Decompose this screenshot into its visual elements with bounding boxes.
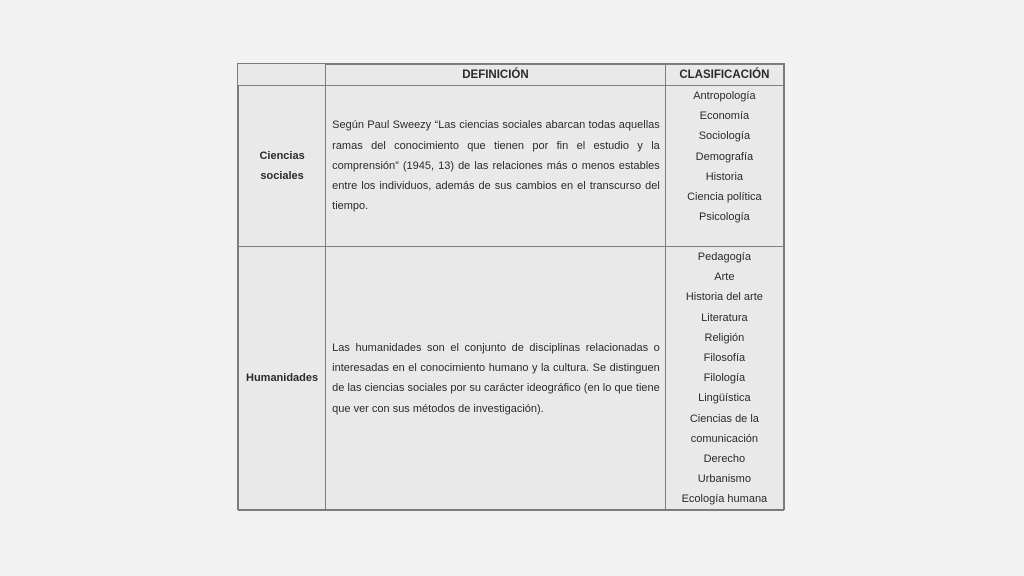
classification-item: Demografía (695, 150, 754, 163)
header-clasificacion: CLASIFICACIÓN (665, 65, 783, 86)
classification-item: Psicología (699, 211, 750, 224)
classification-cell (665, 247, 783, 511)
classification-item: Arte (714, 271, 735, 284)
classification-item: Pedagogía (697, 251, 751, 263)
definition-text: Según Paul Sweezy “Las ciencias sociales abarcan todas aquellas ramas del conocimiento que tienen por fin el estudio y la comprensión” (1945, 13) de las relaciones más o menos estables entre los individuos, además de sus cambios en el transcurso del tiempo. (332, 119, 660, 213)
classification-item: Sociología (698, 130, 751, 143)
table-row-ciencias-sociales (239, 86, 784, 247)
classification-item: Urbanismo (697, 473, 751, 486)
classification-item: Filosofía (703, 352, 746, 365)
disciplines-table (238, 64, 784, 511)
definition-text: Las humanidades son el conjunto de disciplinas relacionadas o interesadas en el conocimiento humano y la cultura. Se distinguen de las ciencias sociales por su carácter ideográfico (en lo que tiene que ver con sus métodos de investigación). (332, 341, 660, 415)
header-empty-cell (239, 65, 326, 86)
category-cell (239, 86, 326, 247)
table-row-humanidades (239, 247, 784, 511)
classification-item: Literatura (701, 311, 748, 324)
definition-cell (326, 247, 666, 511)
category-cell (239, 247, 326, 511)
scanned-table-image (237, 63, 785, 510)
category-label-line: Ciencias (259, 149, 305, 162)
classification-item: Economía (699, 110, 750, 123)
classification-item: Ecología humana (681, 493, 768, 506)
classification-item: Antropología (693, 90, 756, 102)
classification-item: Historia del arte (685, 291, 763, 304)
classification-item: Ciencias de la (689, 412, 759, 425)
classification-cell (665, 86, 783, 247)
classification-item: Historia (705, 170, 744, 183)
category-label-line: sociales (260, 170, 304, 182)
header-definicion: DEFINICIÓN (326, 65, 666, 86)
classification-item: comunicación (690, 432, 759, 445)
table-header-row (239, 65, 784, 86)
classification-item: Ciencia política (687, 191, 762, 204)
definition-cell (326, 86, 666, 247)
classification-item: Derecho (703, 453, 746, 466)
classification-item: Lingüística (698, 392, 751, 405)
category-label-line: Humanidades (246, 372, 319, 385)
classification-item: Religión (704, 331, 745, 344)
classification-item: Filología (703, 372, 746, 385)
